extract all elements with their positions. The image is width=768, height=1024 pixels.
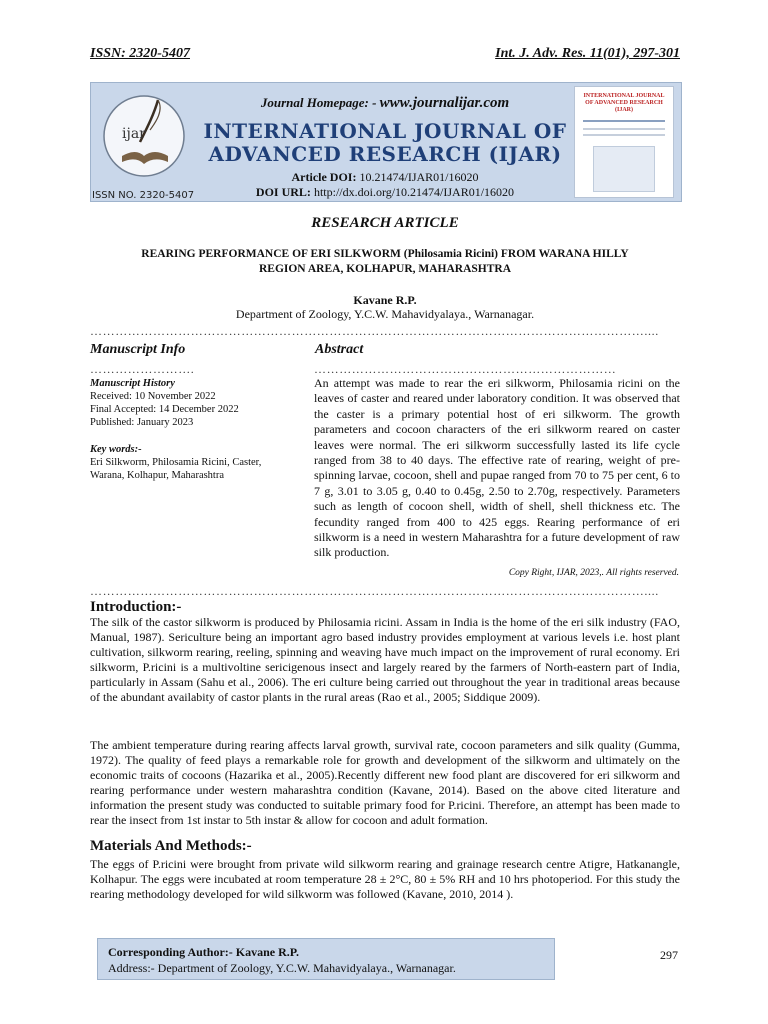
abstract-separator: ……………………………………………………………… [314, 363, 617, 375]
journal-title-line2: ADVANCED RESEARCH (IJAR) [208, 142, 562, 166]
author-name: Kavane R.P. [353, 293, 417, 307]
accepted-date: Final Accepted: 14 December 2022 [90, 404, 239, 415]
manuscript-history-label: Manuscript History [90, 378, 175, 389]
corresponding-author-box [97, 938, 555, 980]
article-title-line1: REARING PERFORMANCE OF ERI SILKWORM (Philosamia Ricini) FROM WARANA HILLY [141, 248, 629, 260]
journal-cover-image [574, 86, 674, 198]
keywords-line1: Eri Silkworm, Philosamia Ricini, Caster, [90, 457, 262, 468]
manuscript-info-separator: ……………………. [90, 363, 195, 375]
methods-paragraph-1: The eggs of P.ricini were brought from private wild silkworm rearing and grainage research centre Atigre, Hatkanangle, Kolhapur. The eggs were incubated at room temperature 28 ± 2°C, 80 ± 5% RH and 10 hrs photoperiod. For this study the rearing methodology developed for wild silkworm was followed (Kavane, 2010, 2014 ). [90, 857, 680, 901]
keywords-label: Key words:- [90, 444, 142, 455]
doi-url-line [200, 185, 570, 200]
journal-logo [96, 86, 196, 198]
doi-line [200, 170, 570, 185]
abstract-text: An attempt was made to rear the eri silkworm, Philosamia ricini on the leaves of caster and reared under laboratory condition. It was observed that the caster is a primary potential host of eri silkworm. The growth parameters and cocoon characters of the eri silkworm reared on caster leaves were normal. The eri silkworm successfully lasted its life cycle ranged from 38 to 40 days. The effective rate of rearing, weight of pre-spinning larvae, cocoon, shell and pupae ranged from 70 to 75 per cent, 6 to 7 g, 3.01 to 3.05 g, 0.40 to 0.45g, 2.50 to 2.70g, respectively. Parameters such as length of cocoon shell, width of shell, shell thickness etc. The fecundity ranged from 400 to 425 eggs. Rearing performance of eri silkworm is a need in western Maharashtra for a future development of raw silk production. [314, 376, 680, 560]
corresponding-author-label: Corresponding Author:- Kavane R.P. [108, 945, 300, 959]
homepage-label: Journal Homepage: - [260, 95, 380, 110]
introduction-paragraph-1: The silk of the castor silkworm is produced by Philosamia ricini. Assam in India is the home of the eri silk industry (FAO, Manual, 1987). Sericulture being an important agro based industry provides employment at various levels i.e. host plant cultivation, silkworm rearing, reeling, spinning and weaving have much impact on the improvement of rural economy. Eri silkworm, P.ricini is a multivoltine sericigenous insect and largely reared by the farmers of North-eastern part of India, particularly in Assam (Sahu et al., 2006). The eri culture being carried out throughout the year in traditional areas because of the abundant availabity of castor plants in the rural areas (Rao et al., 2005; Siddique 2009). [90, 615, 680, 704]
logo-text: ijar [122, 126, 146, 142]
methods-heading: Materials And Methods:- [90, 838, 252, 854]
logo-issn: ISSN NO. 2320-5407 [92, 190, 195, 201]
doi-url-label: DOI URL: [255, 185, 311, 199]
doi-url-link[interactable]: http://dx.doi.org/10.21474/IJAR01/16020 [313, 185, 515, 199]
article-type: RESEARCH ARTICLE [311, 215, 459, 231]
cover-title: INTERNATIONAL JOURNAL OF ADVANCED RESEARCH (IJAR) [583, 93, 665, 113]
abstract-heading: Abstract [315, 342, 364, 357]
address-line [108, 960, 544, 976]
issn-header: ISSN: 2320-5407 [90, 46, 190, 61]
address-value: - Department of Zoology, Y.C.W. Mahavidyalaya., Warnanagar. [150, 961, 456, 975]
homepage-link[interactable]: www.journalijar.com [379, 95, 510, 111]
doi-value: 10.21474/IJAR01/16020 [359, 170, 479, 184]
separator-bottom: …………………………………………………………………………………………………………………….... [90, 585, 659, 597]
keywords-line2: Warana, Kolhapur, Maharashtra [90, 470, 225, 481]
introduction-heading: Introduction:- [90, 599, 182, 615]
copyright-notice: Copy Right, IJAR, 2023,. All rights reserved. [508, 568, 679, 578]
citation-header: Int. J. Adv. Res. 11(01), 297-301 [495, 46, 680, 61]
doi-label: Article DOI: [291, 170, 357, 184]
homepage-line [200, 95, 570, 112]
journal-title-line1: INTERNATIONAL JOURNAL OF [203, 119, 567, 143]
introduction-paragraph-2: The ambient temperature during rearing affects larval growth, survival rate, cocoon parameters and silk quality (Gumma, 1972). The quality of feed plays a remarkable role for growth and development of the silkworm and ultimately on the economic traits of cocoons (Hazarika et al., 2005).Recently different new food plant are discovered for eri silkworm and rearing performance under western maharashtra condition (Kavane, 2014). Based on the above cited literature and information the present study was conducted to suitable primary food for P.ricini. Therefore, an attempt has been made to rear the insect from 1st instar to 5th instar & allow for cocoon and adult formation. [90, 738, 680, 827]
separator-top: …………………………………………………………………………………………………………………….... [90, 325, 659, 337]
address-label: Address: [108, 961, 151, 975]
page-number: 297 [660, 948, 678, 962]
received-date: Received: 10 November 2022 [90, 391, 216, 402]
published-date: Published: January 2023 [90, 417, 194, 428]
article-title-line2: REGION AREA, KOLHAPUR, MAHARASHTRA [258, 263, 512, 275]
author-affiliation: Department of Zoology, Y.C.W. Mahavidyalaya., Warnanagar. [235, 307, 535, 321]
manuscript-info-heading: Manuscript Info [90, 342, 186, 357]
